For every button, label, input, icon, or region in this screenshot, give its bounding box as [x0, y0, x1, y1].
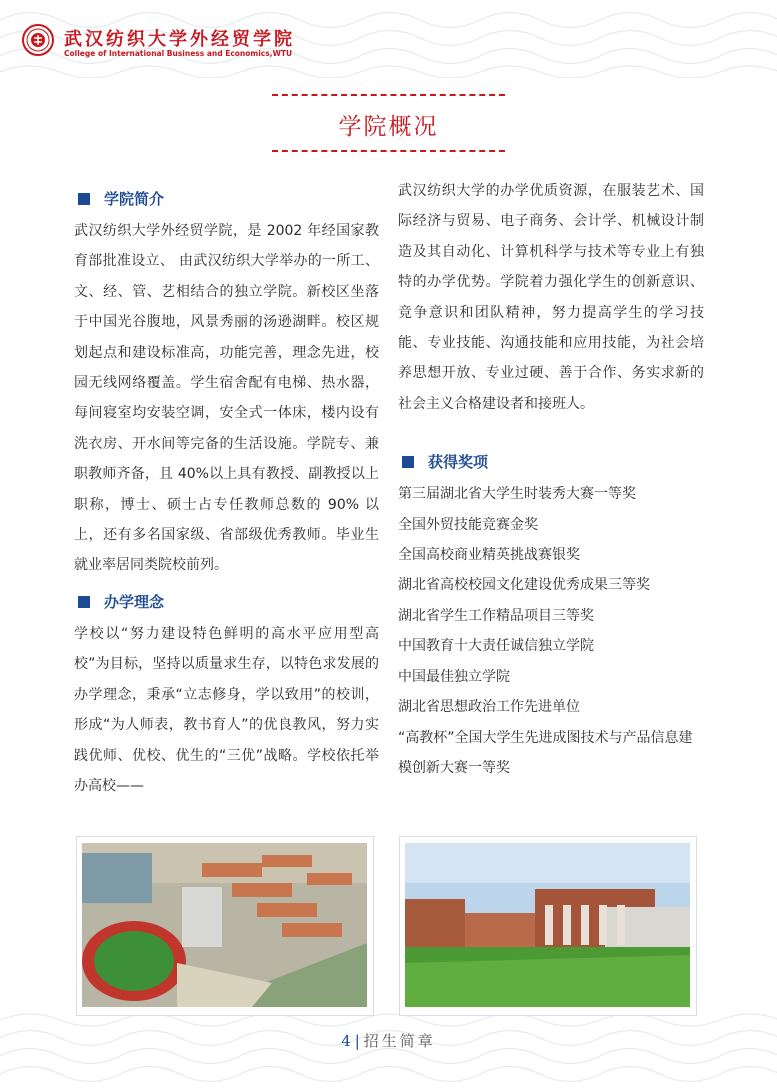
philosophy-paragraph-part1: 学校以“努力建设特色鲜明的高水平应用型高校”为目标，坚持以质量求生存，以特色求发展的办学理念，秉承“立志修身，学以致用”的校训，形成“为人师表，教书育人”的优良教风，努力实践优师、优校、优生的“三优”战略。学校依托举办高校—— [74, 625, 379, 794]
campus-building-photo-frame [399, 836, 697, 1016]
award-item: 湖北省高校校园文化建设优秀成果三等奖 [398, 577, 650, 594]
section-heading-text: 获得奖项 [428, 453, 489, 472]
left-column [74, 182, 379, 801]
footer-divider: | [354, 1032, 360, 1050]
college-seal-logo [22, 24, 54, 56]
square-bullet-icon [78, 193, 90, 205]
award-item: 第三届湖北省大学生时装秀大赛一等奖 [398, 486, 636, 503]
page-title-block [272, 94, 505, 154]
award-item: 湖北省学生工作精品项目三等奖 [398, 607, 594, 624]
page-number: 4 [341, 1032, 351, 1050]
campus-aerial-photo [82, 843, 367, 1007]
section-heading-text: 办学理念 [104, 592, 165, 611]
campus-building-photo [405, 843, 690, 1007]
footer-label: 招生简章 [363, 1032, 436, 1050]
section-heading-awards [398, 445, 704, 479]
page-title: 学院概况 [338, 114, 439, 140]
title-bottom-dashed-line [272, 150, 505, 152]
campus-aerial-photo-frame [76, 836, 374, 1016]
award-item: 中国最佳独立学院 [398, 668, 510, 685]
section-heading-philosophy [74, 585, 379, 619]
award-item: “高教杯”全国大学生先进成图技术与产品信息建模创新大赛一等奖 [398, 729, 693, 776]
award-item: 全国外贸技能竞赛金奖 [398, 516, 538, 533]
square-bullet-icon [78, 596, 90, 608]
award-item: 全国高校商业精英挑战赛银奖 [398, 547, 580, 564]
right-column [398, 176, 704, 783]
square-bullet-icon [402, 456, 414, 468]
intro-paragraph: 武汉纺织大学外经贸学院，是 2002 年经国家教育部批准设立、 由武汉纺织大学举办的一所工、文、经、管、艺相结合的独立学院。新校区坐落于中国光谷腹地，风景秀丽的汤逊湖畔。校区规划起点和建设标准高，功能完善，理念先进，校园无线网络覆盖。学生宿舍配有电梯、热水器，每间寝室均安装空调，安全式一体床，楼内设有洗衣房、开水间等完备的生活设施。学院专、兼职教师齐备，且 40%以上具有教授、副教授以上职称，博士、硕士占专任教师总数的 90% 以上，还有多名国家级、省部级优秀教师。毕业生就业率居同类院校前列。 [74, 223, 379, 574]
title-top-dashed-line [272, 94, 505, 96]
page-footer [0, 1030, 777, 1051]
section-heading-intro [74, 182, 379, 216]
college-name-cn: 武汉纺织大学外经贸学院 [64, 29, 295, 50]
section-heading-text: 学院简介 [104, 190, 165, 208]
philosophy-paragraph-part2: 武汉纺织大学的办学优质资源，在服装艺术、国际经济与贸易、电子商务、会计学、机械设计制造及其自动化、计算机科学与技术等专业上有独特的办学优势。学院着力强化学生的创新意识、竞争意识和团队精神，努力提高学生的学习技能、专业技能、沟通技能和应用技能，为社会培养思想开放、专业过硬、善于合作、务实求新的社会主义合格建设者和接班人。 [398, 183, 704, 412]
award-item: 中国教育十大责任诚信独立学院 [398, 638, 594, 655]
college-name-en: College of International Business and Economics,WTU [64, 49, 293, 58]
award-item: 湖北省思想政治工作先进单位 [398, 699, 580, 716]
awards-list [398, 479, 704, 783]
